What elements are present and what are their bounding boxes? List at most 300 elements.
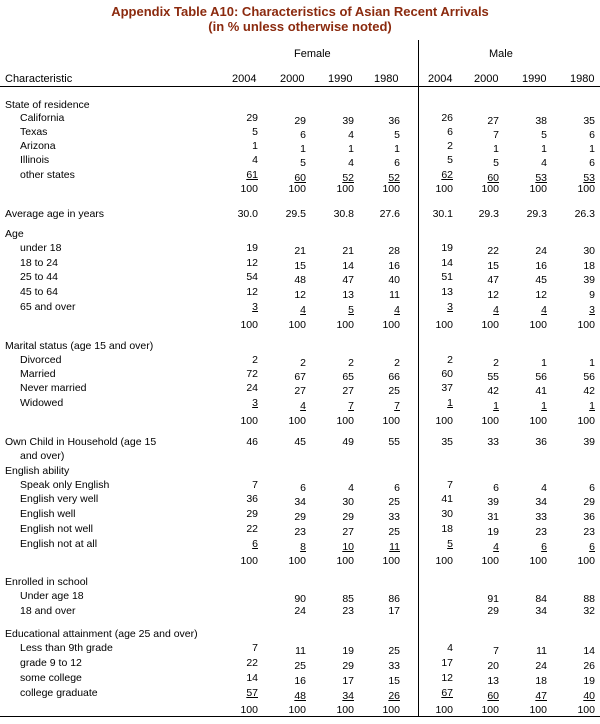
table-cell: 34 [535, 496, 547, 508]
table-cell: 5 [394, 129, 400, 141]
table-cell: 28 [388, 245, 400, 257]
table-cell: 37 [441, 382, 453, 394]
table-cell: 6 [541, 541, 547, 553]
table-row [0, 492, 600, 506]
table-cell: 7 [493, 645, 499, 657]
table-cell: 3 [589, 304, 595, 316]
table-cell: 4 [493, 304, 499, 316]
table-cell: 15 [487, 260, 499, 272]
table-row [0, 318, 600, 332]
table-row [0, 367, 600, 381]
table-cell: 24 [246, 382, 258, 394]
table-cell: 100 [577, 183, 595, 195]
table-cell: 100 [288, 555, 306, 567]
table-cell: 12 [487, 289, 499, 301]
table-cell: 5 [541, 129, 547, 141]
row-label: 25 to 44 [20, 271, 58, 283]
table-cell: 53 [535, 172, 547, 184]
table-cell: 24 [294, 605, 306, 617]
table-cell: 11 [389, 289, 400, 301]
table-cell: 41 [441, 493, 453, 505]
table-cell: 60 [294, 172, 306, 184]
header-female-2004: 2004 [232, 73, 257, 85]
table-row [0, 339, 600, 353]
table-cell: 25 [294, 660, 306, 672]
table-cell: 100 [336, 319, 354, 331]
table-cell: 46 [246, 436, 258, 448]
table-cell: 25 [388, 496, 400, 508]
table-cell: 26 [583, 660, 595, 672]
row-label: Marital status (age 15 and over) [5, 340, 154, 352]
row-label: English not at all [20, 538, 98, 550]
table-cell: 100 [240, 704, 258, 716]
table-cell: 13 [487, 675, 499, 687]
table-row [0, 656, 600, 670]
table-cell: 5 [447, 538, 453, 550]
table-cell: 45 [294, 436, 306, 448]
table-cell: 100 [435, 319, 453, 331]
table-cell: 47 [487, 274, 499, 286]
table-cell: 19 [246, 242, 258, 254]
table-cell: 52 [342, 172, 354, 184]
row-label: Speak only English [20, 479, 110, 491]
table-cell: 4 [493, 541, 499, 553]
table-cell: 36 [583, 511, 595, 523]
table-cell: 1 [541, 357, 547, 369]
table-cell: 2 [447, 140, 453, 152]
table-cell: 45 [535, 274, 547, 286]
table-cell: 27 [294, 385, 306, 397]
table-cell: 60 [487, 172, 499, 184]
header-characteristic: Characteristic [5, 73, 73, 85]
table-cell: 2 [447, 354, 453, 366]
table-cell: 6 [589, 157, 595, 169]
table-cell: 35 [583, 115, 595, 127]
table-cell: 5 [300, 157, 306, 169]
row-label: Arizona [20, 140, 56, 152]
table-cell: 47 [535, 690, 547, 702]
table-cell: 100 [529, 183, 547, 195]
table-cell: 53 [583, 172, 595, 184]
row-label: State of residence [5, 99, 90, 111]
table-cell: 100 [577, 319, 595, 331]
table-cell: 34 [294, 496, 306, 508]
table-row [0, 182, 600, 196]
table-cell: 56 [583, 371, 595, 383]
row-label: Own Child in Household (age 15 [5, 436, 157, 448]
table-cell: 18 [441, 523, 453, 535]
table-cell: 100 [382, 319, 400, 331]
table-title: Appendix Table A10: Characteristics of Asian Recent Arrivals [111, 4, 489, 19]
table-cell: 35 [441, 436, 453, 448]
table-cell: 100 [240, 555, 258, 567]
table-cell: 48 [294, 274, 306, 286]
table-cell: 72 [246, 368, 258, 380]
table-row [0, 575, 600, 589]
table-cell: 7 [493, 129, 499, 141]
table-cell: 100 [481, 183, 499, 195]
table-cell: 55 [388, 436, 400, 448]
row-label: Enrolled in school [5, 576, 88, 588]
table-row [0, 507, 600, 521]
table-cell: 39 [583, 274, 595, 286]
table-cell: 7 [252, 479, 258, 491]
row-label: 18 to 24 [20, 257, 58, 269]
table-row [0, 604, 600, 618]
table-cell: 4 [348, 129, 354, 141]
table-cell: 100 [435, 555, 453, 567]
table-cell: 40 [388, 274, 400, 286]
table-cell: 3 [252, 397, 258, 409]
table-cell: 29 [487, 605, 499, 617]
table-cell: 5 [447, 154, 453, 166]
table-row [0, 464, 600, 478]
table-cell: 100 [435, 704, 453, 716]
row-label: 65 and over [20, 301, 76, 313]
table-cell: 11 [295, 645, 306, 657]
table-row [0, 703, 600, 717]
table-cell: 10 [342, 541, 354, 553]
table-row [0, 627, 600, 641]
table-cell: 1 [541, 400, 547, 412]
table-cell: 21 [294, 245, 306, 257]
header-female-1980: 1980 [374, 73, 399, 85]
table-cell: 1 [589, 143, 595, 155]
table-cell: 2 [348, 357, 354, 369]
table-cell: 19 [342, 645, 354, 657]
table-cell: 23 [294, 526, 306, 538]
table-cell: 29 [342, 511, 354, 523]
table-cell: 29 [246, 112, 258, 124]
table-cell: 19 [583, 675, 595, 687]
table-cell: 6 [300, 482, 306, 494]
header-male-1980: 1980 [570, 73, 595, 85]
table-cell: 100 [529, 555, 547, 567]
row-label: English very well [20, 493, 99, 505]
table-cell: 61 [246, 169, 258, 181]
row-label: English not well [20, 523, 93, 535]
table-cell: 56 [535, 371, 547, 383]
table-row [0, 396, 600, 410]
table-row [0, 435, 600, 449]
table-cell: 30.8 [333, 208, 354, 220]
table-cell: 1 [493, 143, 499, 155]
table-row [0, 227, 600, 241]
table-cell: 52 [388, 172, 400, 184]
table-row [0, 589, 600, 603]
table-cell: 4 [348, 157, 354, 169]
group-header-female: Female [294, 48, 331, 60]
table-cell: 4 [447, 642, 453, 654]
table-cell: 100 [529, 704, 547, 716]
table-cell: 27 [342, 385, 354, 397]
row-label: college graduate [20, 687, 98, 699]
table-cell: 1 [589, 357, 595, 369]
table-row [0, 537, 600, 551]
table-cell: 5 [252, 126, 258, 138]
table-cell: 4 [300, 400, 306, 412]
table-cell: 25 [388, 526, 400, 538]
table-cell: 30 [583, 245, 595, 257]
table-cell: 100 [529, 415, 547, 427]
table-cell: 40 [583, 690, 595, 702]
table-cell: 4 [541, 157, 547, 169]
table-cell: 24 [535, 660, 547, 672]
table-cell: 100 [240, 183, 258, 195]
row-label: English ability [5, 465, 70, 477]
table-cell: 36 [388, 115, 400, 127]
table-cell: 2 [300, 357, 306, 369]
table-row [0, 139, 600, 153]
table-row [0, 98, 600, 112]
row-label: some college [20, 672, 82, 684]
table-cell: 26 [388, 690, 400, 702]
table-cell: 6 [394, 157, 400, 169]
table-cell: 11 [389, 541, 400, 553]
table-cell: 6 [493, 482, 499, 494]
row-label: 45 to 64 [20, 286, 58, 298]
table-cell: 7 [394, 400, 400, 412]
table-cell: 8 [300, 541, 306, 553]
table-cell: 1 [394, 143, 400, 155]
table-cell: 21 [342, 245, 354, 257]
table-cell: 31 [487, 511, 499, 523]
table-cell: 29.5 [285, 208, 306, 220]
table-cell: 6 [252, 538, 258, 550]
table-cell: 12 [535, 289, 547, 301]
row-label: Married [20, 368, 56, 380]
table-cell: 36 [535, 436, 547, 448]
table-cell: 100 [288, 704, 306, 716]
table-cell: 13 [441, 286, 453, 298]
table-row [0, 671, 600, 685]
table-cell: 67 [441, 687, 453, 699]
table-row [0, 207, 600, 221]
table-row [0, 522, 600, 536]
group-header-male: Male [489, 48, 513, 60]
table-cell: 12 [246, 257, 258, 269]
table-cell: 33 [535, 511, 547, 523]
table-cell: 49 [342, 436, 354, 448]
table-cell: 1 [541, 143, 547, 155]
row-label: grade 9 to 12 [20, 657, 82, 669]
table-cell: 39 [487, 496, 499, 508]
table-cell: 15 [294, 260, 306, 272]
table-cell: 29 [342, 660, 354, 672]
row-label: 18 and over [20, 605, 76, 617]
table-cell: 39 [583, 436, 595, 448]
table-cell: 100 [481, 319, 499, 331]
header-female-2000: 2000 [280, 73, 305, 85]
table-cell: 16 [535, 260, 547, 272]
table-row [0, 353, 600, 367]
table-cell: 57 [246, 687, 258, 699]
row-label: Texas [20, 126, 48, 138]
table-cell: 7 [348, 400, 354, 412]
table-row [0, 241, 600, 255]
table-row [0, 270, 600, 284]
table-cell: 5 [348, 304, 354, 316]
table-cell: 86 [388, 593, 400, 605]
table-cell: 30 [441, 508, 453, 520]
table-cell: 16 [388, 260, 400, 272]
table-cell: 100 [288, 319, 306, 331]
table-cell: 17 [342, 675, 354, 687]
table-row [0, 153, 600, 167]
table-cell: 29 [294, 511, 306, 523]
table-row [0, 381, 600, 395]
table-cell: 27 [487, 115, 499, 127]
table-cell: 1 [493, 400, 499, 412]
table-cell: 100 [382, 415, 400, 427]
table-cell: 100 [577, 555, 595, 567]
table-row [0, 449, 600, 463]
table-cell: 100 [481, 704, 499, 716]
table-cell: 55 [487, 371, 499, 383]
table-cell: 6 [447, 126, 453, 138]
table-cell: 100 [240, 415, 258, 427]
table-row [0, 554, 600, 568]
row-label: Divorced [20, 354, 62, 366]
table-cell: 100 [481, 415, 499, 427]
table-cell: 60 [441, 368, 453, 380]
table-cell: 48 [294, 690, 306, 702]
table-cell: 6 [589, 541, 595, 553]
table-cell: 22 [246, 523, 258, 535]
table-cell: 100 [529, 319, 547, 331]
table-cell: 1 [589, 400, 595, 412]
table-cell: 1 [300, 143, 306, 155]
table-cell: 100 [382, 183, 400, 195]
table-cell: 2 [252, 354, 258, 366]
table-cell: 6 [300, 129, 306, 141]
row-label: California [20, 112, 65, 124]
table-cell: 29 [583, 496, 595, 508]
row-label: Never married [20, 382, 87, 394]
table-cell: 100 [336, 183, 354, 195]
table-cell: 51 [441, 271, 453, 283]
table-cell: 26 [441, 112, 453, 124]
table-cell: 33 [487, 436, 499, 448]
table-cell: 3 [447, 301, 453, 313]
table-cell: 1 [447, 397, 453, 409]
table-cell: 67 [294, 371, 306, 383]
table-cell: 84 [535, 593, 547, 605]
header-male-1990: 1990 [522, 73, 547, 85]
table-cell: 26.3 [574, 208, 595, 220]
row-label: Illinois [20, 154, 50, 166]
table-cell: 22 [246, 657, 258, 669]
table-cell: 25 [388, 385, 400, 397]
table-cell: 7 [252, 642, 258, 654]
table-cell: 100 [435, 183, 453, 195]
row-label: Under age 18 [20, 590, 84, 602]
table-cell: 29.3 [478, 208, 499, 220]
table-cell: 19 [487, 526, 499, 538]
table-cell: 14 [246, 672, 258, 684]
table-cell: 2 [493, 357, 499, 369]
row-label: under 18 [20, 242, 62, 254]
table-cell: 16 [294, 675, 306, 687]
table-cell: 41 [535, 385, 547, 397]
table-cell: 7 [447, 479, 453, 491]
table-cell: 100 [336, 704, 354, 716]
table-cell: 3 [252, 301, 258, 313]
table-cell: 100 [288, 415, 306, 427]
table-cell: 12 [246, 286, 258, 298]
table-cell: 6 [589, 129, 595, 141]
table-cell: 33 [388, 660, 400, 672]
table-cell: 32 [583, 605, 595, 617]
table-cell: 4 [541, 482, 547, 494]
table-cell: 29 [246, 508, 258, 520]
header-male-2004: 2004 [428, 73, 453, 85]
table-subtitle: (in % unless otherwise noted) [208, 19, 392, 34]
row-label: other states [20, 169, 75, 181]
table-cell: 4 [541, 304, 547, 316]
table-cell: 23 [342, 605, 354, 617]
table-cell: 39 [342, 115, 354, 127]
table-row [0, 300, 600, 314]
table-cell: 47 [342, 274, 354, 286]
table-cell: 17 [441, 657, 453, 669]
table-cell: 4 [252, 154, 258, 166]
table-cell: 30.1 [432, 208, 453, 220]
table-cell: 34 [342, 690, 354, 702]
table-cell: 33 [388, 511, 400, 523]
table-cell: 65 [342, 371, 354, 383]
table-cell: 42 [583, 385, 595, 397]
table-row [0, 641, 600, 655]
table-cell: 38 [535, 115, 547, 127]
table-cell: 23 [583, 526, 595, 538]
table-cell: 1 [348, 143, 354, 155]
table-cell: 42 [487, 385, 499, 397]
table-cell: 18 [583, 260, 595, 272]
table-cell: 15 [388, 675, 400, 687]
table-cell: 90 [294, 593, 306, 605]
table-cell: 24 [535, 245, 547, 257]
table-cell: 100 [481, 555, 499, 567]
row-label: Age [5, 228, 24, 240]
table-cell: 25 [388, 645, 400, 657]
table-cell: 6 [394, 482, 400, 494]
table-cell: 54 [246, 271, 258, 283]
table-cell: 23 [535, 526, 547, 538]
table-row [0, 111, 600, 125]
table-cell: 62 [441, 169, 453, 181]
table-cell: 27.6 [379, 208, 400, 220]
header-male-2000: 2000 [474, 73, 499, 85]
row-label: Average age in years [5, 208, 105, 220]
table-cell: 14 [342, 260, 354, 272]
table-cell: 17 [388, 605, 400, 617]
row-label: and over) [20, 450, 65, 462]
table-cell: 14 [583, 645, 595, 657]
table-cell: 91 [487, 593, 499, 605]
table-cell: 100 [336, 555, 354, 567]
table-cell: 9 [589, 289, 595, 301]
table-cell: 100 [577, 415, 595, 427]
table-cell: 27 [342, 526, 354, 538]
table-row [0, 168, 600, 182]
table-cell: 13 [342, 289, 354, 301]
table-cell: 30 [342, 496, 354, 508]
table-cell: 11 [536, 645, 547, 657]
table-cell: 100 [382, 555, 400, 567]
table-cell: 4 [394, 304, 400, 316]
table-cell: 29 [294, 115, 306, 127]
